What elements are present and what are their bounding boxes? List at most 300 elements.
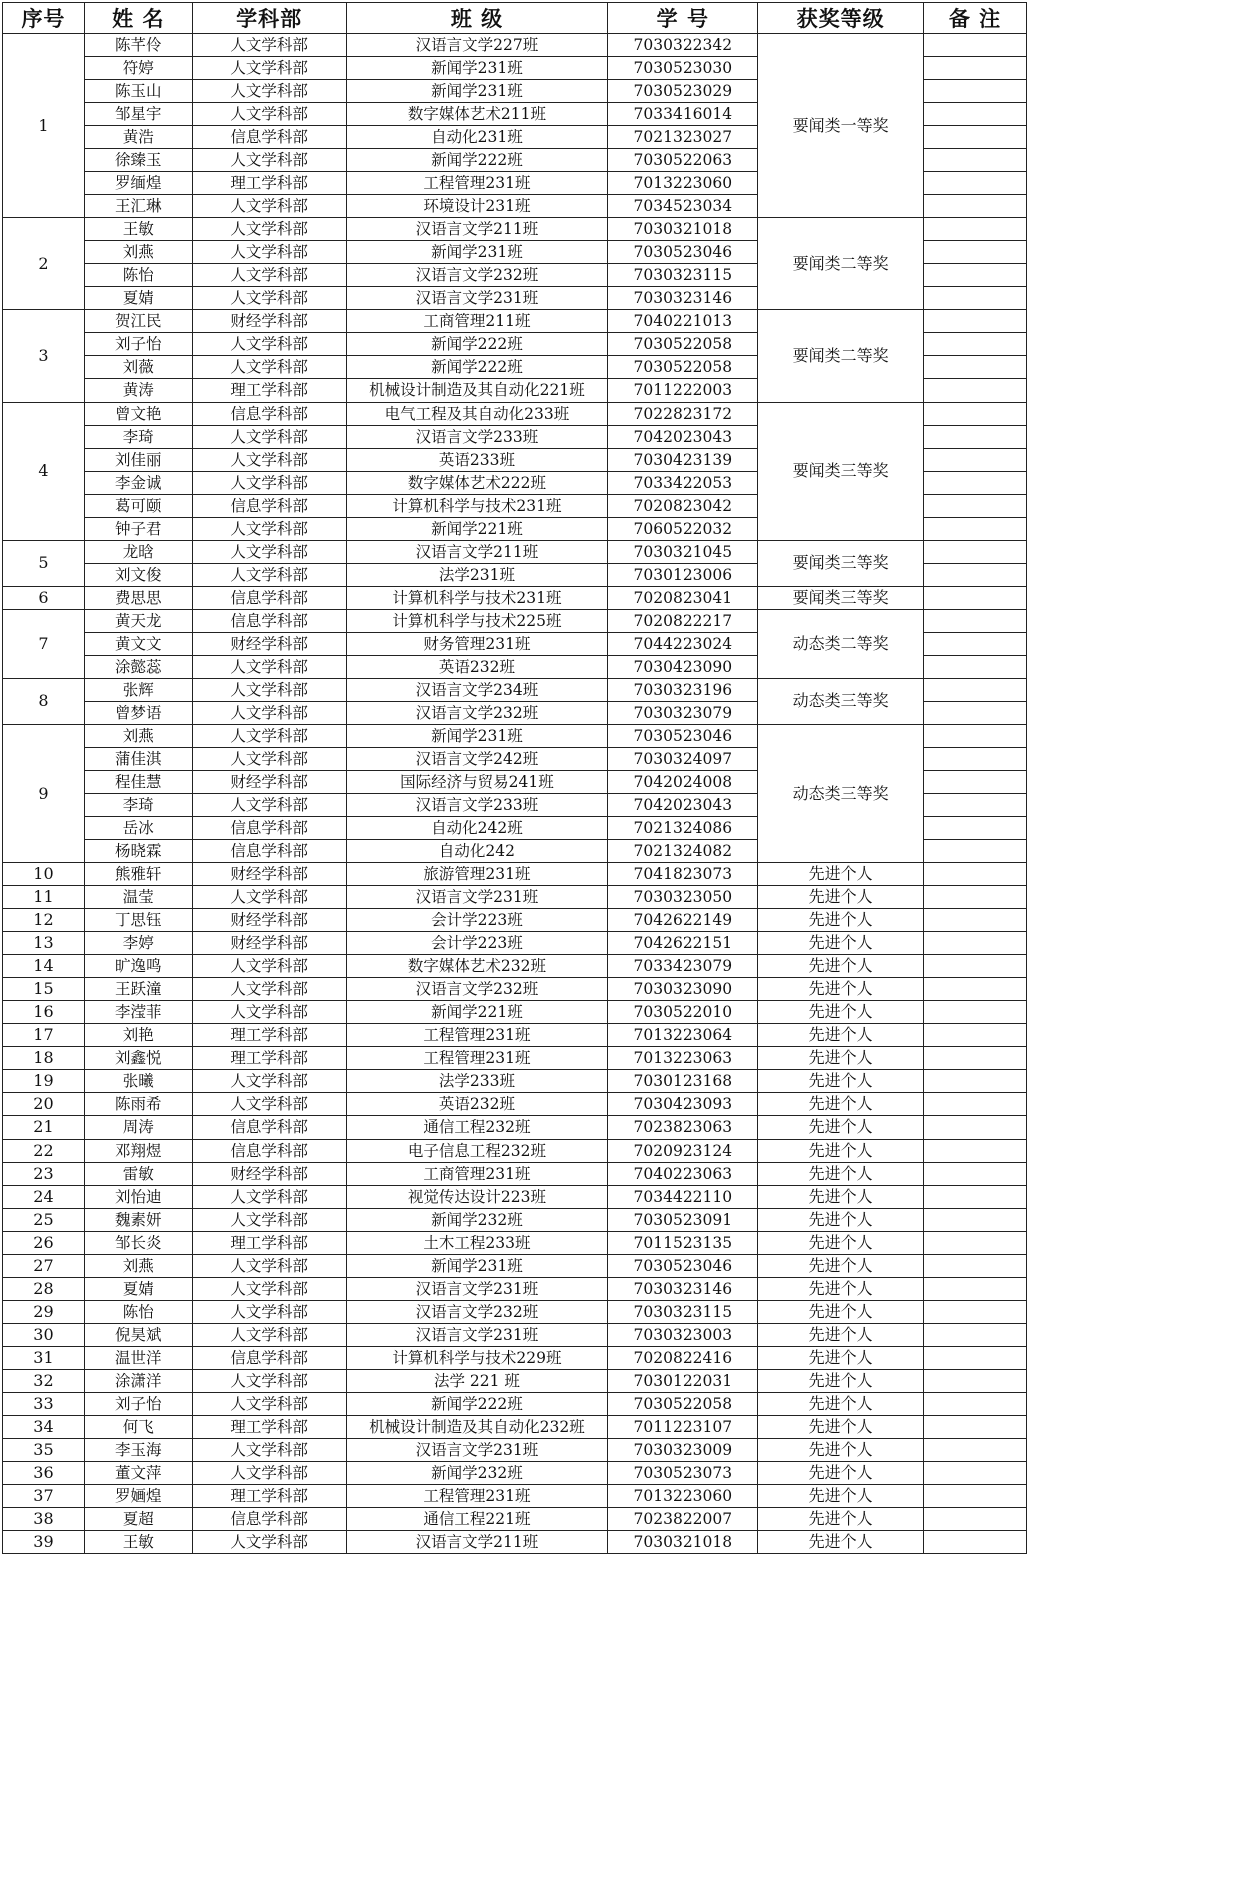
remarks-cell <box>924 1531 1027 1554</box>
class-name-cell: 法学231班 <box>346 563 608 586</box>
remarks-cell <box>924 1047 1027 1070</box>
student-id-cell: 7013223060 <box>608 172 758 195</box>
class-name-cell: 国际经济与贸易241班 <box>346 771 608 794</box>
student-name-cell: 张曦 <box>84 1070 192 1093</box>
seq-cell: 2 <box>3 218 85 310</box>
remarks-cell <box>924 771 1027 794</box>
table-row <box>3 1323 1027 1346</box>
student-name-cell: 曾文艳 <box>84 402 192 425</box>
award-level-cell: 要闻类一等奖 <box>758 34 924 218</box>
seq-cell: 15 <box>3 978 85 1001</box>
class-name-cell: 自动化242班 <box>346 817 608 840</box>
table-row <box>3 1162 1027 1185</box>
seq-cell: 37 <box>3 1484 85 1507</box>
student-name-cell: 丁思钰 <box>84 909 192 932</box>
remarks-cell <box>924 1231 1027 1254</box>
table-row <box>3 1392 1027 1415</box>
class-name-cell: 新闻学232班 <box>346 1461 608 1484</box>
class-name-cell: 新闻学221班 <box>346 517 608 540</box>
class-name-cell: 新闻学222班 <box>346 356 608 379</box>
student-name-cell: 夏超 <box>84 1508 192 1531</box>
class-name-cell: 新闻学222班 <box>346 1392 608 1415</box>
seq-cell: 29 <box>3 1300 85 1323</box>
remarks-cell <box>924 241 1027 264</box>
seq-cell: 8 <box>3 678 85 724</box>
seq-cell: 13 <box>3 932 85 955</box>
remarks-cell <box>924 1484 1027 1507</box>
student-id-cell: 7030322342 <box>608 34 758 57</box>
seq-cell: 24 <box>3 1185 85 1208</box>
remarks-cell <box>924 1392 1027 1415</box>
department-cell: 信息学科部 <box>192 840 346 863</box>
class-name-cell: 计算机科学与技术225班 <box>346 609 608 632</box>
student-name-cell: 周涛 <box>84 1116 192 1139</box>
class-name-cell: 汉语言文学231班 <box>346 886 608 909</box>
department-cell: 理工学科部 <box>192 1415 346 1438</box>
table-row <box>3 1484 1027 1507</box>
award-level-cell: 先进个人 <box>758 1369 924 1392</box>
class-name-cell: 汉语言文学234班 <box>346 678 608 701</box>
remarks-cell <box>924 978 1027 1001</box>
seq-cell: 12 <box>3 909 85 932</box>
class-name-cell: 土木工程233班 <box>346 1231 608 1254</box>
department-cell: 人文学科部 <box>192 241 346 264</box>
award-level-cell: 先进个人 <box>758 1162 924 1185</box>
table-row <box>3 1047 1027 1070</box>
table-row <box>3 1024 1027 1047</box>
remarks-cell <box>924 1415 1027 1438</box>
student-name-cell: 刘薇 <box>84 356 192 379</box>
table-row <box>3 932 1027 955</box>
department-cell: 人文学科部 <box>192 1093 346 1116</box>
class-name-cell: 数字媒体艺术211班 <box>346 103 608 126</box>
award-level-cell: 先进个人 <box>758 1208 924 1231</box>
student-name-cell: 陈雨希 <box>84 1093 192 1116</box>
department-cell: 人文学科部 <box>192 955 346 978</box>
remarks-cell <box>924 1139 1027 1162</box>
student-name-cell: 邓翔煜 <box>84 1139 192 1162</box>
student-id-cell: 7030123006 <box>608 563 758 586</box>
remarks-cell <box>924 886 1027 909</box>
department-cell: 人文学科部 <box>192 448 346 471</box>
seq-cell: 18 <box>3 1047 85 1070</box>
student-name-cell: 蒲佳淇 <box>84 747 192 770</box>
remarks-cell <box>924 425 1027 448</box>
class-name-cell: 旅游管理231班 <box>346 863 608 886</box>
award-level-cell: 动态类二等奖 <box>758 609 924 678</box>
award-level-cell: 动态类三等奖 <box>758 724 924 862</box>
student-name-cell: 熊雅轩 <box>84 863 192 886</box>
table-row <box>3 1139 1027 1162</box>
department-cell: 理工学科部 <box>192 1047 346 1070</box>
student-name-cell: 岳冰 <box>84 817 192 840</box>
student-id-cell: 7034523034 <box>608 195 758 218</box>
student-name-cell: 倪昊斌 <box>84 1323 192 1346</box>
student-id-cell: 7033416014 <box>608 103 758 126</box>
student-id-cell: 7030423139 <box>608 448 758 471</box>
remarks-cell <box>924 1346 1027 1369</box>
seq-cell: 16 <box>3 1001 85 1024</box>
class-name-cell: 新闻学222班 <box>346 149 608 172</box>
student-id-cell: 7030522058 <box>608 1392 758 1415</box>
student-name-cell: 符婷 <box>84 57 192 80</box>
department-cell: 人文学科部 <box>192 1277 346 1300</box>
student-id-cell: 7030321018 <box>608 218 758 241</box>
student-id-cell: 7044223024 <box>608 632 758 655</box>
student-id-cell: 7011523135 <box>608 1231 758 1254</box>
remarks-cell <box>924 34 1027 57</box>
header-remarks: 备 注 <box>924 3 1027 34</box>
student-name-cell: 李滢菲 <box>84 1001 192 1024</box>
table-row <box>3 218 1027 241</box>
seq-cell: 31 <box>3 1346 85 1369</box>
seq-cell: 17 <box>3 1024 85 1047</box>
class-name-cell: 工商管理231班 <box>346 1162 608 1185</box>
student-id-cell: 7021323027 <box>608 126 758 149</box>
student-id-cell: 7021324082 <box>608 840 758 863</box>
department-cell: 人文学科部 <box>192 794 346 817</box>
header-department: 学科部 <box>192 3 346 34</box>
award-level-cell: 先进个人 <box>758 1001 924 1024</box>
student-id-cell: 7040221013 <box>608 310 758 333</box>
student-id-cell: 7030323003 <box>608 1323 758 1346</box>
table-row <box>3 1208 1027 1231</box>
department-cell: 财经学科部 <box>192 310 346 333</box>
remarks-cell <box>924 287 1027 310</box>
remarks-cell <box>924 794 1027 817</box>
seq-cell: 25 <box>3 1208 85 1231</box>
student-name-cell: 旷逸鸣 <box>84 955 192 978</box>
award-level-cell: 先进个人 <box>758 1461 924 1484</box>
class-name-cell: 汉语言文学232班 <box>346 264 608 287</box>
remarks-cell <box>924 310 1027 333</box>
table-row <box>3 1185 1027 1208</box>
class-name-cell: 新闻学221班 <box>346 1001 608 1024</box>
award-level-cell: 先进个人 <box>758 1484 924 1507</box>
student-id-cell: 7030323146 <box>608 287 758 310</box>
award-level-cell: 先进个人 <box>758 1531 924 1554</box>
remarks-cell <box>924 471 1027 494</box>
student-name-cell: 涂懿蕊 <box>84 655 192 678</box>
remarks-cell <box>924 840 1027 863</box>
class-name-cell: 汉语言文学211班 <box>346 540 608 563</box>
award-level-cell: 先进个人 <box>758 863 924 886</box>
student-name-cell: 张辉 <box>84 678 192 701</box>
remarks-cell <box>924 1208 1027 1231</box>
remarks-cell <box>924 1001 1027 1024</box>
seq-cell: 27 <box>3 1254 85 1277</box>
student-name-cell: 刘子怡 <box>84 1392 192 1415</box>
student-id-cell: 7030523046 <box>608 724 758 747</box>
department-cell: 人文学科部 <box>192 57 346 80</box>
seq-cell: 4 <box>3 402 85 540</box>
student-id-cell: 7020823041 <box>608 586 758 609</box>
student-id-cell: 7030323196 <box>608 678 758 701</box>
remarks-cell <box>924 678 1027 701</box>
student-id-cell: 7023822007 <box>608 1508 758 1531</box>
remarks-cell <box>924 126 1027 149</box>
student-id-cell: 7040223063 <box>608 1162 758 1185</box>
student-name-cell: 何飞 <box>84 1415 192 1438</box>
award-level-cell: 先进个人 <box>758 1185 924 1208</box>
class-name-cell: 汉语言文学231班 <box>346 287 608 310</box>
class-name-cell: 新闻学231班 <box>346 1254 608 1277</box>
student-name-cell: 李金诚 <box>84 471 192 494</box>
table-row <box>3 540 1027 563</box>
class-name-cell: 汉语言文学231班 <box>346 1323 608 1346</box>
seq-cell: 3 <box>3 310 85 402</box>
award-level-cell: 先进个人 <box>758 1116 924 1139</box>
class-name-cell: 自动化231班 <box>346 126 608 149</box>
remarks-cell <box>924 494 1027 517</box>
student-name-cell: 刘燕 <box>84 724 192 747</box>
award-level-cell: 先进个人 <box>758 1323 924 1346</box>
header-seq: 序号 <box>3 3 85 34</box>
department-cell: 人文学科部 <box>192 195 346 218</box>
table-row <box>3 1300 1027 1323</box>
student-id-cell: 7030323090 <box>608 978 758 1001</box>
student-name-cell: 黄天龙 <box>84 609 192 632</box>
student-name-cell: 李玉海 <box>84 1438 192 1461</box>
class-name-cell: 工程管理231班 <box>346 1024 608 1047</box>
department-cell: 人文学科部 <box>192 1323 346 1346</box>
seq-cell: 20 <box>3 1093 85 1116</box>
class-name-cell: 汉语言文学232班 <box>346 978 608 1001</box>
department-cell: 信息学科部 <box>192 126 346 149</box>
department-cell: 人文学科部 <box>192 1461 346 1484</box>
student-name-cell: 黄文文 <box>84 632 192 655</box>
student-id-cell: 7030324097 <box>608 747 758 770</box>
award-level-cell: 先进个人 <box>758 955 924 978</box>
student-id-cell: 7042024008 <box>608 771 758 794</box>
student-name-cell: 董文萍 <box>84 1461 192 1484</box>
award-roster-table <box>2 2 1027 1554</box>
remarks-cell <box>924 1277 1027 1300</box>
department-cell: 信息学科部 <box>192 609 346 632</box>
class-name-cell: 计算机科学与技术229班 <box>346 1346 608 1369</box>
seq-cell: 10 <box>3 863 85 886</box>
student-id-cell: 7034422110 <box>608 1185 758 1208</box>
student-name-cell: 王跃潼 <box>84 978 192 1001</box>
remarks-cell <box>924 218 1027 241</box>
seq-cell: 21 <box>3 1116 85 1139</box>
department-cell: 信息学科部 <box>192 402 346 425</box>
header-name: 姓 名 <box>84 3 192 34</box>
student-name-cell: 曾梦语 <box>84 701 192 724</box>
table-row <box>3 1116 1027 1139</box>
award-level-cell: 先进个人 <box>758 1093 924 1116</box>
award-level-cell: 要闻类二等奖 <box>758 310 924 402</box>
department-cell: 信息学科部 <box>192 586 346 609</box>
table-row <box>3 863 1027 886</box>
award-level-cell: 先进个人 <box>758 1070 924 1093</box>
seq-cell: 34 <box>3 1415 85 1438</box>
student-name-cell: 陈怡 <box>84 264 192 287</box>
student-id-cell: 7030423090 <box>608 655 758 678</box>
class-name-cell: 工程管理231班 <box>346 172 608 195</box>
award-level-cell: 先进个人 <box>758 1231 924 1254</box>
seq-cell: 26 <box>3 1231 85 1254</box>
class-name-cell: 新闻学231班 <box>346 241 608 264</box>
student-id-cell: 7021324086 <box>608 817 758 840</box>
department-cell: 人文学科部 <box>192 1369 346 1392</box>
seq-cell: 1 <box>3 34 85 218</box>
award-level-cell: 要闻类三等奖 <box>758 402 924 540</box>
student-name-cell: 李琦 <box>84 425 192 448</box>
department-cell: 信息学科部 <box>192 1116 346 1139</box>
remarks-cell <box>924 563 1027 586</box>
remarks-cell <box>924 356 1027 379</box>
class-name-cell: 自动化242 <box>346 840 608 863</box>
student-id-cell: 7020822416 <box>608 1346 758 1369</box>
remarks-cell <box>924 1070 1027 1093</box>
student-id-cell: 7030321045 <box>608 540 758 563</box>
table-row <box>3 1346 1027 1369</box>
student-name-cell: 王汇琳 <box>84 195 192 218</box>
remarks-cell <box>924 264 1027 287</box>
student-name-cell: 刘燕 <box>84 241 192 264</box>
student-name-cell: 刘子怡 <box>84 333 192 356</box>
student-name-cell: 杨晓霖 <box>84 840 192 863</box>
department-cell: 人文学科部 <box>192 264 346 287</box>
student-id-cell: 7033423079 <box>608 955 758 978</box>
department-cell: 人文学科部 <box>192 655 346 678</box>
student-id-cell: 7030522063 <box>608 149 758 172</box>
student-id-cell: 7030323146 <box>608 1277 758 1300</box>
class-name-cell: 计算机科学与技术231班 <box>346 586 608 609</box>
table-row <box>3 1277 1027 1300</box>
remarks-cell <box>924 863 1027 886</box>
remarks-cell <box>924 747 1027 770</box>
seq-cell: 9 <box>3 724 85 862</box>
remarks-cell <box>924 1093 1027 1116</box>
department-cell: 人文学科部 <box>192 724 346 747</box>
department-cell: 人文学科部 <box>192 1001 346 1024</box>
class-name-cell: 汉语言文学231班 <box>346 1277 608 1300</box>
class-name-cell: 英语232班 <box>346 1093 608 1116</box>
seq-cell: 36 <box>3 1461 85 1484</box>
department-cell: 人文学科部 <box>192 287 346 310</box>
seq-cell: 39 <box>3 1531 85 1554</box>
student-id-cell: 7042622149 <box>608 909 758 932</box>
department-cell: 人文学科部 <box>192 540 346 563</box>
student-name-cell: 黄涛 <box>84 379 192 402</box>
remarks-cell <box>924 1185 1027 1208</box>
class-name-cell: 新闻学231班 <box>346 724 608 747</box>
table-row <box>3 978 1027 1001</box>
department-cell: 人文学科部 <box>192 517 346 540</box>
student-id-cell: 7030523073 <box>608 1461 758 1484</box>
remarks-cell <box>924 1323 1027 1346</box>
table-row <box>3 310 1027 333</box>
department-cell: 财经学科部 <box>192 863 346 886</box>
award-level-cell: 先进个人 <box>758 1047 924 1070</box>
student-name-cell: 李琦 <box>84 794 192 817</box>
class-name-cell: 汉语言文学232班 <box>346 1300 608 1323</box>
table-row <box>3 34 1027 57</box>
student-id-cell: 7013223063 <box>608 1047 758 1070</box>
class-name-cell: 汉语言文学227班 <box>346 34 608 57</box>
department-cell: 人文学科部 <box>192 1392 346 1415</box>
class-name-cell: 数字媒体艺术232班 <box>346 955 608 978</box>
remarks-cell <box>924 909 1027 932</box>
department-cell: 人文学科部 <box>192 886 346 909</box>
seq-cell: 35 <box>3 1438 85 1461</box>
remarks-cell <box>924 955 1027 978</box>
header-row <box>3 3 1027 34</box>
seq-cell: 28 <box>3 1277 85 1300</box>
remarks-cell <box>924 1300 1027 1323</box>
award-level-cell: 先进个人 <box>758 1139 924 1162</box>
award-level-cell: 先进个人 <box>758 1300 924 1323</box>
department-cell: 人文学科部 <box>192 1185 346 1208</box>
student-name-cell: 陈玉山 <box>84 80 192 103</box>
student-name-cell: 雷敏 <box>84 1162 192 1185</box>
award-level-cell: 先进个人 <box>758 1024 924 1047</box>
student-id-cell: 7030522058 <box>608 356 758 379</box>
seq-cell: 22 <box>3 1139 85 1162</box>
department-cell: 人文学科部 <box>192 471 346 494</box>
table-row <box>3 1415 1027 1438</box>
award-level-cell: 先进个人 <box>758 1346 924 1369</box>
table-row <box>3 1461 1027 1484</box>
remarks-cell <box>924 149 1027 172</box>
remarks-cell <box>924 195 1027 218</box>
student-name-cell: 葛可颐 <box>84 494 192 517</box>
department-cell: 人文学科部 <box>192 333 346 356</box>
student-name-cell: 邹长炎 <box>84 1231 192 1254</box>
seq-cell: 14 <box>3 955 85 978</box>
department-cell: 理工学科部 <box>192 1024 346 1047</box>
table-row <box>3 886 1027 909</box>
remarks-cell <box>924 57 1027 80</box>
student-id-cell: 7030323115 <box>608 264 758 287</box>
award-level-cell: 先进个人 <box>758 1438 924 1461</box>
student-name-cell: 涂潇洋 <box>84 1369 192 1392</box>
table-row <box>3 1070 1027 1093</box>
student-name-cell: 夏婧 <box>84 287 192 310</box>
award-level-cell: 先进个人 <box>758 1415 924 1438</box>
department-cell: 人文学科部 <box>192 425 346 448</box>
student-id-cell: 7042023043 <box>608 425 758 448</box>
student-name-cell: 陈怡 <box>84 1300 192 1323</box>
department-cell: 人文学科部 <box>192 218 346 241</box>
remarks-cell <box>924 724 1027 747</box>
student-name-cell: 陈芊伶 <box>84 34 192 57</box>
award-level-cell: 要闻类三等奖 <box>758 540 924 586</box>
seq-cell: 30 <box>3 1323 85 1346</box>
table-row <box>3 1531 1027 1554</box>
class-name-cell: 通信工程232班 <box>346 1116 608 1139</box>
student-id-cell: 7030323079 <box>608 701 758 724</box>
class-name-cell: 新闻学231班 <box>346 57 608 80</box>
remarks-cell <box>924 333 1027 356</box>
student-name-cell: 刘燕 <box>84 1254 192 1277</box>
seq-cell: 33 <box>3 1392 85 1415</box>
award-level-cell: 先进个人 <box>758 1254 924 1277</box>
table-row <box>3 609 1027 632</box>
class-name-cell: 汉语言文学211班 <box>346 1531 608 1554</box>
student-id-cell: 7013223060 <box>608 1484 758 1507</box>
student-name-cell: 徐臻玉 <box>84 149 192 172</box>
remarks-cell <box>924 379 1027 402</box>
student-name-cell: 罗婳煌 <box>84 1484 192 1507</box>
department-cell: 人文学科部 <box>192 747 346 770</box>
student-id-cell: 7020823042 <box>608 494 758 517</box>
remarks-cell <box>924 540 1027 563</box>
department-cell: 理工学科部 <box>192 1231 346 1254</box>
table-row <box>3 1508 1027 1531</box>
